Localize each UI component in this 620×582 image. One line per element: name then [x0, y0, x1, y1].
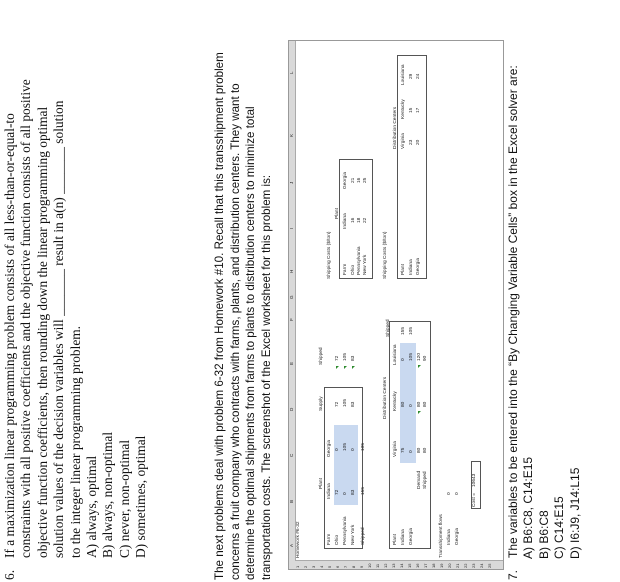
- ship-cost2-row-label: Indiana: [409, 259, 414, 275]
- cell-value: 83: [351, 489, 356, 495]
- option-b: B) always, non-optimal: [100, 431, 116, 558]
- cell-value: 29: [409, 73, 414, 79]
- supply-header: Supply: [319, 396, 324, 411]
- cell-value: 18: [357, 217, 362, 223]
- intro-paragraph: [212, 40, 274, 580]
- green-marker: [344, 366, 347, 369]
- kentucky-header-2: Kentucky: [401, 99, 406, 119]
- cell-value: 0: [409, 450, 414, 453]
- cell-value: 22: [363, 217, 368, 223]
- option-b: B) B6:C8: [536, 510, 551, 559]
- cell-value: 90: [423, 355, 428, 361]
- louisiana-header-2: Louisiana: [401, 64, 406, 85]
- ship-cost-row-label: Pennsylvania: [357, 246, 362, 275]
- row-num: 13: [391, 563, 396, 568]
- question-text-line: solution values of the decision variables will _______ result in a(n) _______ solution: [51, 100, 67, 558]
- col-e: E: [289, 361, 294, 365]
- cell-value: 17: [416, 107, 421, 113]
- indiana-header-2: Indiana: [343, 213, 348, 229]
- col-b: B: [289, 499, 294, 503]
- cell-value: 80: [417, 447, 422, 453]
- cell-value: 80: [423, 401, 428, 407]
- cell-value: 105: [409, 326, 414, 335]
- row-num: 14: [399, 563, 404, 568]
- row-num: 6: [335, 565, 340, 568]
- row-num: 19: [439, 563, 444, 568]
- ship-cost-title: Shipping Costs ($/ton): [327, 231, 332, 279]
- louisiana-header: Louisiana: [393, 344, 398, 365]
- transship-label: Transshipment flows: [439, 514, 444, 558]
- cell-value: 80: [417, 401, 422, 407]
- cell-value: 0: [455, 492, 460, 495]
- shipped-header: Shipped: [319, 347, 324, 365]
- cell-value: 15: [409, 107, 414, 113]
- question-text-line: to the integer linear programming problem.: [67, 325, 83, 558]
- row-num: 1: [295, 565, 300, 568]
- row-num: 20: [447, 563, 452, 568]
- plant-label-2: Plant: [335, 208, 340, 219]
- row-num: 24: [479, 563, 484, 568]
- col-a: A: [289, 543, 294, 547]
- ohio-label: Ohio: [335, 534, 340, 545]
- kentucky-header: Kentucky: [393, 391, 398, 411]
- green-marker: [336, 366, 339, 369]
- intro-line: determine the optimal shipments from farms to plants to distribution centers to minimize total: [244, 106, 258, 580]
- col-d: D: [289, 407, 294, 411]
- row-num: 2: [303, 565, 308, 568]
- option-a: A) always, optimal: [84, 455, 100, 558]
- cell-value: 25: [363, 177, 368, 183]
- cell-value: 105: [343, 352, 348, 361]
- col-g: G: [289, 295, 294, 299]
- ts-georgia: Georgia: [455, 527, 460, 545]
- cell-value: 0: [409, 404, 414, 407]
- plant-header: Plant: [393, 534, 398, 545]
- col-f: F: [289, 318, 294, 321]
- cell-value: 155: [401, 326, 406, 335]
- green-marker: [418, 365, 421, 368]
- row-num: 22: [463, 563, 468, 568]
- intro-line: The next problems deal with problem 6-32 from Homework #10. Recall that this transshipment problem: [213, 52, 226, 580]
- demand-label: Demand: [417, 470, 422, 489]
- row-num: 8: [351, 565, 356, 568]
- col-k: K: [289, 133, 294, 137]
- shipped-row-label: Shipped: [361, 527, 366, 545]
- indiana-header: Indiana: [327, 483, 332, 499]
- ts-indiana: Indiana: [447, 529, 452, 545]
- cell-value: 0: [351, 448, 356, 451]
- georgia-header-2: Georgia: [343, 171, 348, 189]
- column-headers: [289, 41, 296, 569]
- row-num: 9: [359, 565, 364, 568]
- cell-value: 16: [357, 177, 362, 183]
- virginia-header-2: Virginia: [401, 133, 406, 149]
- ship-cost-row-label: New York: [363, 254, 368, 275]
- question-text-line: If a maximization linear programming problem consists of all less-than-or-equal-to: [2, 113, 17, 558]
- cell-value: 83: [351, 401, 356, 407]
- row-num: 11: [375, 563, 380, 568]
- cell-value: 16: [351, 217, 356, 223]
- question-number: 7.: [506, 569, 520, 580]
- shipped-header: Shipped: [386, 319, 391, 337]
- row-num: 23: [471, 563, 476, 568]
- cell-value: 23: [409, 139, 414, 145]
- intro-line: concerns a fruit company who contracts with farms, plants, and distribution centers. They want to: [228, 83, 242, 580]
- green-marker: [418, 411, 421, 414]
- row-num: 12: [383, 563, 388, 568]
- question-text-line: constraints with all positive coefficients and the objective function consists of all positive: [18, 79, 34, 558]
- dc-label-2: Distribution Centers: [393, 106, 398, 149]
- cell-value: 72: [335, 401, 340, 407]
- row-num: 5: [327, 565, 332, 568]
- indiana-row-label: Indiana: [401, 529, 406, 545]
- cell-value: 20: [416, 139, 421, 145]
- cell-value: 0: [401, 358, 406, 361]
- question-number: 6.: [2, 569, 17, 580]
- option-a: A) B6:C8, C14:E15: [521, 456, 536, 559]
- cell-value: 80: [401, 401, 406, 407]
- cell-value: 72: [335, 489, 340, 495]
- new-york-label: New York: [351, 524, 356, 545]
- ship-cost2-table-border: [397, 55, 427, 279]
- row-num: 15: [407, 563, 412, 568]
- row-num: 3: [311, 565, 316, 568]
- cell-value: 0: [335, 448, 340, 451]
- ship-cost2-row-label: Georgia: [416, 257, 421, 275]
- intro-line: transportation costs. The screenshot of the Excel worksheet for this problem is:: [259, 174, 273, 580]
- question-text-line: objective function coefficients, then rounding down the linear programming optimal: [34, 106, 50, 558]
- pennsylvania-label: Pennsylvania: [343, 516, 348, 545]
- georgia-header: Georgia: [327, 439, 332, 457]
- col-c: C: [289, 453, 294, 457]
- row-num: 4: [319, 565, 324, 568]
- excel-screenshot: [288, 40, 504, 570]
- col-i: I: [289, 227, 294, 229]
- cell-value: 105: [361, 442, 366, 451]
- cell-value: 120: [417, 352, 422, 361]
- plant-header-2: Plant: [401, 264, 406, 275]
- option-c: C) never, non-optimal: [116, 439, 132, 558]
- cell-value: 105: [409, 352, 414, 361]
- cell-value: 0: [447, 492, 452, 495]
- row-num: 25: [487, 563, 492, 568]
- dc-label: Distribution Centers: [383, 376, 388, 419]
- cell-value: 75: [401, 447, 406, 453]
- question-text: The variables to be entered into the “By Changing Variable Cells” box in the Excel solver are:: [506, 65, 520, 558]
- row-num: 21: [455, 563, 460, 568]
- cell-value: 155: [361, 486, 366, 495]
- col-j: J: [289, 181, 294, 184]
- option-c: C) C14:E15: [552, 496, 567, 559]
- cell-value: 80: [423, 447, 428, 453]
- row-num: 17: [423, 563, 428, 568]
- farm-label-2: Farm: [343, 263, 348, 275]
- cell-value: 0: [343, 492, 348, 495]
- virginia-header: Virginia: [393, 441, 398, 457]
- shipped2-label: Shipped: [423, 471, 428, 489]
- cell-value: 21: [351, 177, 356, 183]
- ship-cost2-title: Shipping Costs ($/ton): [383, 231, 388, 279]
- cell-value: 83: [351, 355, 356, 361]
- row-num: 10: [367, 563, 372, 568]
- row-num: 16: [415, 563, 420, 568]
- green-marker: [352, 366, 355, 369]
- row-num: 18: [431, 563, 436, 568]
- cell-value: 72: [335, 355, 340, 361]
- question-6: [2, 25, 150, 580]
- option-d: D) sometimes, optimal: [133, 435, 149, 558]
- option-d: D) I6:J9, J14:L15: [567, 467, 582, 559]
- cell-value: 105: [343, 442, 348, 451]
- georgia-row-label: Georgia: [409, 527, 414, 545]
- question-7: [506, 20, 583, 580]
- cost-value: 10643: [472, 473, 477, 487]
- cell-value: 105: [343, 398, 348, 407]
- ship-cost-row-label: Ohio: [351, 264, 356, 275]
- cost-label: Cost =: [472, 493, 477, 507]
- plant-label: Plant: [319, 478, 324, 489]
- cell-value: 24: [416, 73, 421, 79]
- farm-label: Farm: [327, 533, 332, 545]
- row-num: 7: [343, 565, 348, 568]
- col-h: H: [289, 269, 294, 273]
- sheet-title: Homework #6-32: [296, 521, 301, 558]
- row-headers: [295, 560, 503, 569]
- col-l: L: [289, 71, 294, 74]
